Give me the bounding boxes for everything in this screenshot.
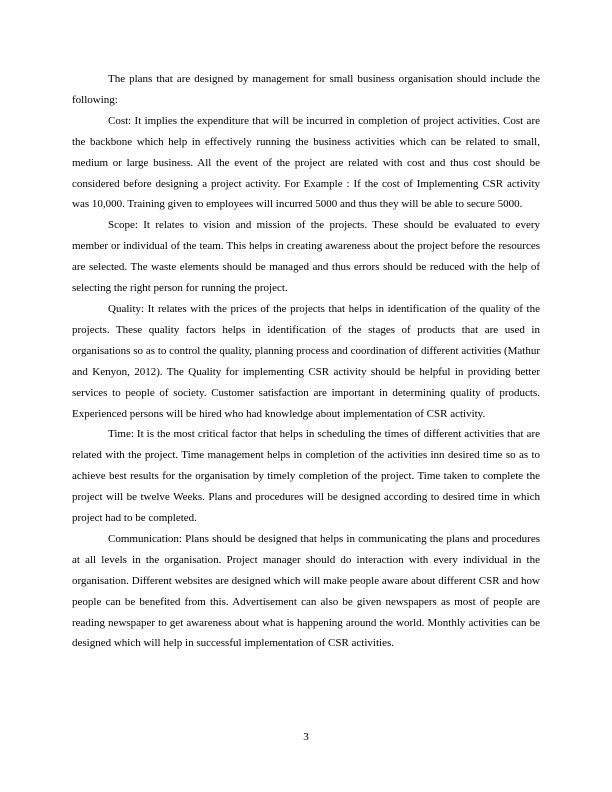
paragraph-communication: Communication: Plans should be designed that helps in communicating the plans and procedures at all levels in the organisation. Project manager should do interaction with every individual in the organisation. Different websites are designed which will make people aware about different CSR and how people can be benefited from this. Advertisement can also be given newspapers as most of people are reading newspaper to get awareness about what is happening around the world. Monthly activities can be designed which will help in successful implementation of CSR activities. [72, 532, 540, 650]
paragraph-time: Time: It is the most critical factor that helps in scheduling the times of different activities that are related with the project. Time management helps in completion of the activities inn desired time so as to achieve best results for the organisation by timely completion of the project. Time taken to complete the project will be twelve Weeks. Plans and procedures will be designed according to desired time in which project had to be completed. [72, 428, 540, 525]
paragraph-quality: Quality: It relates with the prices of the projects that helps in identification of the quality of the projects. These quality factors helps in identification of the stages of products that are used in organisations so as to control the quality, planning process and coordination of different activities (Mathur and Kenyon, 2012). The Quality for implementing CSR activity should be helpful in providing better services to people of society. Customer satisfaction are important in determining quality of products. Experienced persons will be hired who had knowledge about implementation of CSR activity. [72, 302, 540, 420]
paragraph-cost: Cost: It implies the expenditure that will be incurred in completion of project activities. Cost are the backbone which help in effectively running the business activities which can be related to small, medium or large business. All the event of the project are related with cost and thus cost should be considered before designing a project activity. For Example : If the cost of Implementing CSR activity was 10,000. Training given to employees will incurred 5000 and thus they will be able to secure 5000. [72, 114, 540, 211]
paragraph-intro: The plans that are designed by management for small business organisation should include the following: [72, 73, 540, 106]
paragraph-scope: Scope: It relates to vision and mission of the projects. These should be evaluated to every member or individual of the team. This helps in creating awareness about the project before the resources are selected. The waste elements should be managed and thus errors should be reduced with the help of selecting the right person for running the project. [72, 219, 540, 295]
page-number: 3 [303, 731, 309, 743]
body-text [72, 69, 540, 654]
